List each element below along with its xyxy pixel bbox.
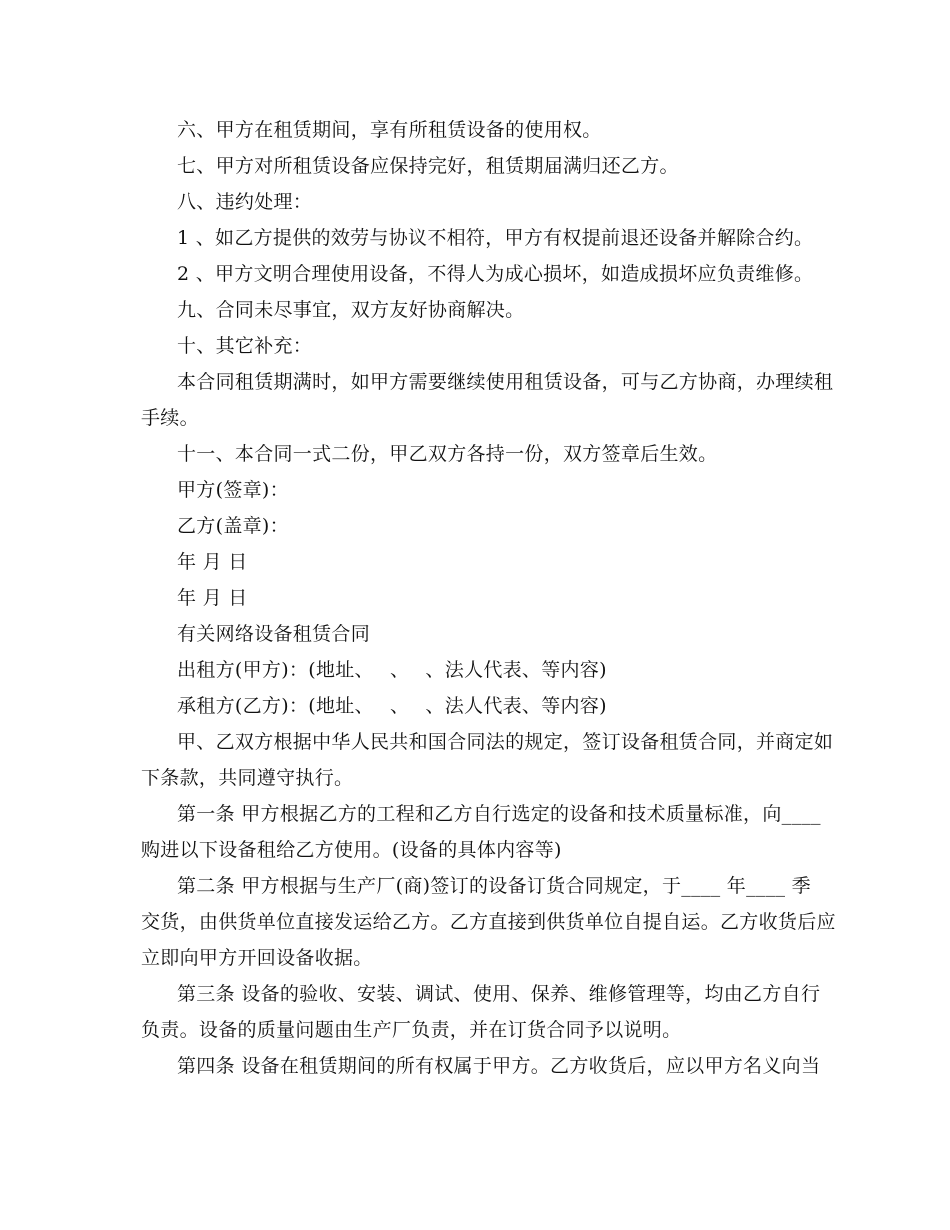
lessor-line: 出租方(甲方)：(地址、 、 、法人代表、等内容) [177,659,607,681]
date-line-1: 年 月 日 [177,551,248,573]
article-2-cont-2: 立即向甲方开回设备收据。 [141,947,373,969]
clause-11: 十一、本合同一式二份，甲乙双方各持一份，双方签章后生效。 [177,443,718,465]
clause-9: 九、合同未尽事宜，双方友好协商解决。 [177,299,525,321]
article-2-cont-1: 交货，由供货单位直接发运给乙方。乙方直接到供货单位自提自运。乙方收货后应 [141,911,836,933]
clause-8-item-1: 1 、如乙方提供的效劳与协议不相符，甲方有权提前退还设备并解除合约。 [177,227,814,249]
party-a-signature: 甲方(签章)： [177,479,289,501]
article-4: 第四条 设备在租赁期间的所有权属于甲方。乙方收货后，应以甲方名义向当 [177,1055,821,1077]
clause-10-text: 本合同租赁期满时，如甲方需要继续使用租赁设备，可与乙方协商，办理续租 [177,371,834,393]
preamble-cont: 下条款，共同遵守执行。 [141,767,354,789]
preamble: 甲、乙双方根据中华人民共和国合同法的规定，签订设备租赁合同，并商定如 [177,731,834,753]
clause-10-text-cont: 手续。 [141,407,199,429]
clause-7: 七、甲方对所租赁设备应保持完好，租赁期届满归还乙方。 [177,155,679,177]
date-line-2: 年 月 日 [177,587,248,609]
article-2: 第二条 甲方根据与生产厂(商)签订的设备订货合同规定，于____ 年____ 季 [177,875,811,897]
article-1: 第一条 甲方根据乙方的工程和乙方自行选定的设备和技术质量标准，向____ [177,803,821,825]
clause-6: 六、甲方在租赁期间，享有所租赁设备的使用权。 [177,119,602,141]
contract-title: 有关网络设备租赁合同 [177,623,371,645]
clause-8-item-2: 2 、甲方文明合理使用设备，不得人为成心损坏，如造成损坏应负责维修。 [177,263,814,285]
clause-10-heading: 十、其它补充： [177,335,313,357]
article-3-cont: 负责。设备的质量问题由生产厂负责，并在订货合同予以说明。 [141,1019,682,1041]
lessee-line: 承租方(乙方)：(地址、 、 、法人代表、等内容) [177,695,607,717]
article-3: 第三条 设备的验收、安装、调试、使用、保养、维修管理等，均由乙方自行 [177,983,821,1005]
clause-8-heading: 八、违约处理： [177,191,313,213]
article-1-cont: 购进以下设备租给乙方使用。(设备的具体内容等) [141,839,562,861]
party-b-seal: 乙方(盖章)： [177,515,289,537]
